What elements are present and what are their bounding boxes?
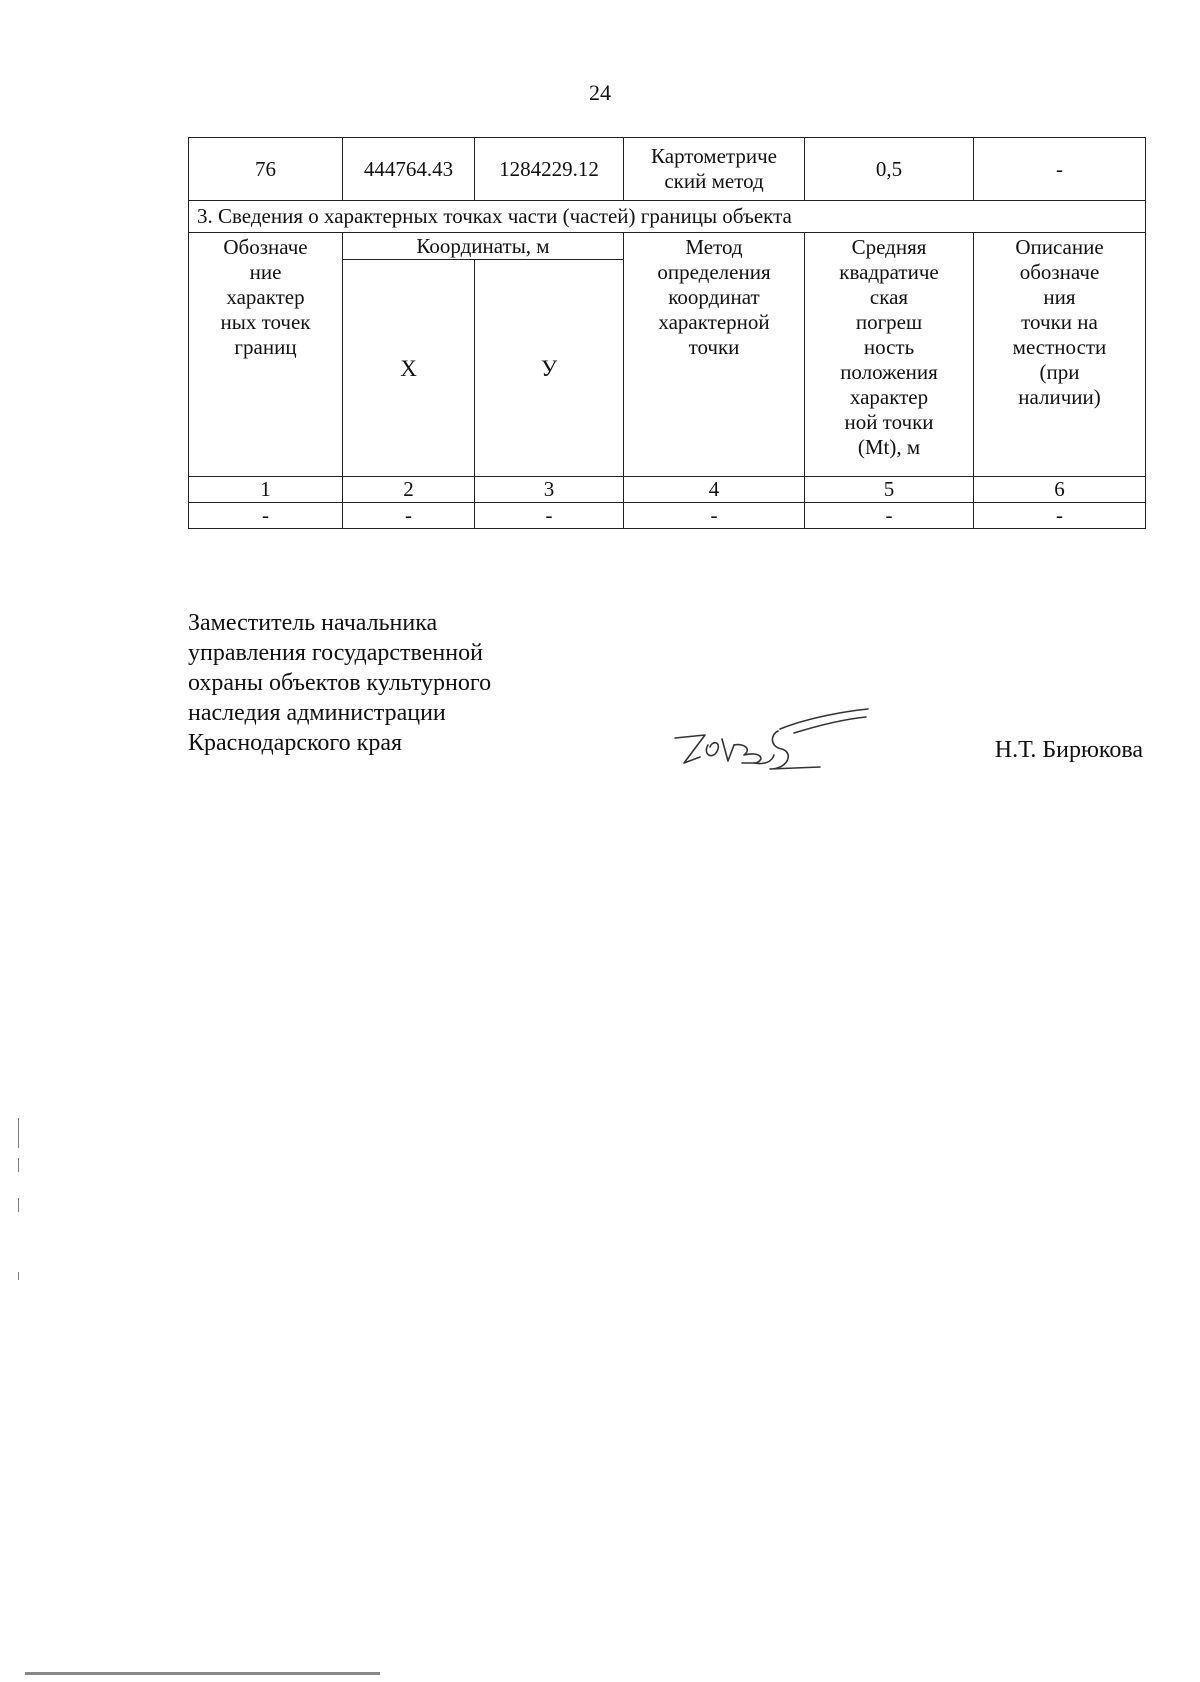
- column-number-row: [189, 477, 1146, 503]
- empty-cell: -: [343, 503, 475, 529]
- column-number: 6: [974, 477, 1146, 503]
- header-description: Описание обозначе ния точки на местности (при наличии): [974, 233, 1146, 477]
- signer-name: Н.Т. Бирюкова: [994, 737, 1143, 763]
- section-title: 3. Сведения о характерных точках части (частей) границы объекта: [189, 201, 1146, 233]
- header-coordinates: Координаты, м: [343, 233, 624, 260]
- column-number: 2: [343, 477, 475, 503]
- coordinates-table: [188, 137, 1146, 529]
- handwritten-signature: [670, 705, 870, 780]
- table-row: [189, 138, 1146, 201]
- header-row: [189, 233, 1146, 260]
- signer-position: Заместитель начальника управления государственной охраны объектов культурного наследия администрации Краснодарского края: [188, 610, 492, 756]
- point-cell: 76: [189, 138, 343, 201]
- x-cell: 444764.43: [343, 138, 475, 201]
- header-x: Х: [343, 260, 475, 477]
- scan-artifact: [18, 1118, 19, 1148]
- description-cell: -: [974, 138, 1146, 201]
- header-y: У: [475, 260, 624, 477]
- accuracy-cell: 0,5: [805, 138, 974, 201]
- scan-artifact: [25, 1672, 380, 1675]
- scan-artifact: [18, 1272, 19, 1280]
- header-method: Метод определения координат характерной точки: [624, 233, 805, 477]
- y-cell: 1284229.12: [475, 138, 624, 201]
- empty-data-row: [189, 503, 1146, 529]
- column-number: 5: [805, 477, 974, 503]
- method-cell: Картометриче ский метод: [624, 138, 805, 201]
- scan-artifact: [18, 1198, 19, 1212]
- empty-cell: -: [974, 503, 1146, 529]
- empty-cell: -: [475, 503, 624, 529]
- empty-cell: -: [805, 503, 974, 529]
- page-number: 24: [589, 80, 611, 105]
- header-accuracy: Средняя квадратиче ская погреш ность положения характер ной точки (Mt), м: [805, 233, 974, 477]
- column-number: 4: [624, 477, 805, 503]
- header-designation: Обозначе ние характер ных точек границ: [189, 233, 343, 477]
- empty-cell: -: [624, 503, 805, 529]
- column-number: 3: [475, 477, 624, 503]
- section-row: [189, 201, 1146, 233]
- column-number: 1: [189, 477, 343, 503]
- empty-cell: -: [189, 503, 343, 529]
- scan-artifact: [18, 1158, 19, 1172]
